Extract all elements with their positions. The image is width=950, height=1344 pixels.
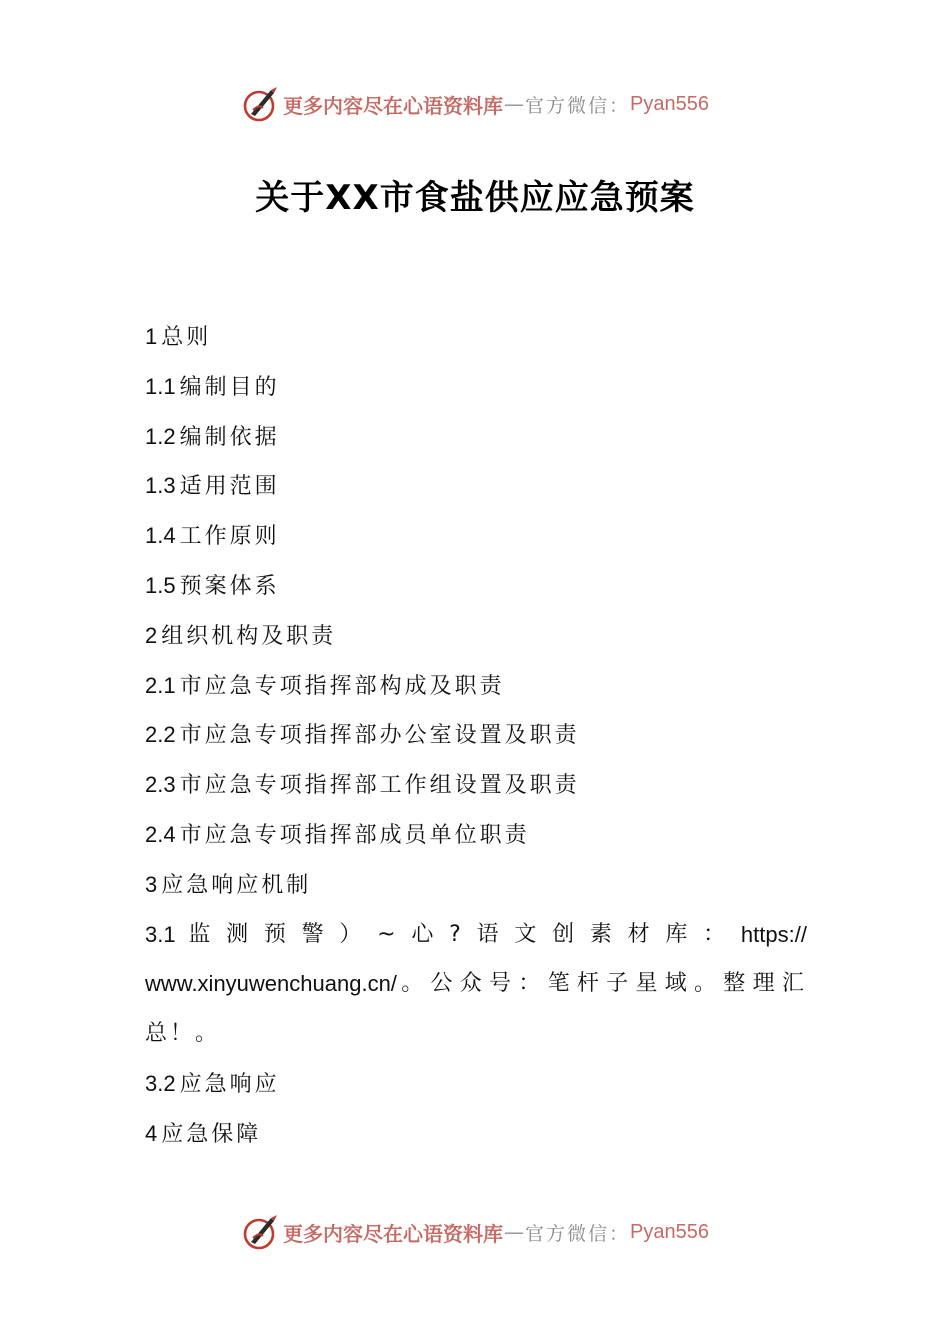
toc-item-label: 市应急专项指挥部成员单位职责 (179, 822, 530, 848)
toc-item (145, 860, 807, 910)
toc-item (145, 1059, 807, 1109)
toc-item-label: 编制依据 (179, 424, 280, 450)
footer-banner (0, 1210, 950, 1254)
website-url-text: www.xinyuwenchuang.cn/ (145, 971, 397, 997)
toc-item-number: 3.1 (145, 921, 176, 947)
toc-item-3-1-paragraph (145, 910, 807, 1059)
paragraph-char: 子 (606, 971, 632, 997)
paragraph-char: 预 (263, 921, 289, 947)
toc-item-number: 1.3 (145, 473, 176, 499)
paragraph-char: 众 (459, 971, 485, 997)
toc-item (145, 362, 807, 412)
paragraph-char: 公 (430, 971, 456, 997)
paragraph-char: 素 (589, 921, 615, 947)
banner-wechat-id: Pyan556 (630, 92, 709, 115)
toc-item (145, 611, 807, 661)
toc-item-number: 1.2 (145, 423, 176, 449)
quill-logo-icon (241, 84, 281, 124)
toc-item (145, 561, 807, 611)
toc-item-number: 2 (145, 622, 158, 648)
paragraph-char: ： (518, 971, 544, 997)
toc-item (145, 511, 807, 561)
paragraph-char: 域 (664, 971, 690, 997)
toc-item (145, 412, 807, 462)
paragraph-char: 号 (489, 971, 515, 997)
toc-item-number: 4 (145, 1120, 158, 1146)
toc-item (145, 1109, 807, 1159)
paragraph-line-2 (145, 959, 807, 1009)
paragraph-char: 汇 (781, 971, 807, 997)
paragraph-tail-text: 总！。 (145, 1021, 221, 1047)
toc-item-label: 预案体系 (179, 573, 280, 599)
toc-item-label: 组织机构及职责 (161, 623, 337, 649)
toc-item (145, 312, 807, 362)
banner-title: 更多内容尽在心语资料库 (283, 93, 503, 118)
toc-item-label: 市应急专项指挥部办公室设置及职责 (179, 723, 580, 749)
paragraph-char: ? (449, 921, 464, 947)
paragraph-char: 整 (723, 971, 749, 997)
toc-item (145, 461, 807, 511)
banner-separator: — (504, 1220, 524, 1244)
document-title: 关于XX市食盐供应应急预案 (255, 178, 695, 218)
table-of-contents (145, 312, 807, 1159)
toc-item-label: 应急响应机制 (161, 872, 312, 898)
toc-item-label: 市应急专项指挥部构成及职责 (179, 673, 505, 699)
paragraph-char: 监 (188, 921, 214, 947)
toc-item-label: 应急保障 (161, 1121, 262, 1147)
paragraph-char: 库 (665, 921, 691, 947)
paragraph-line-1 (145, 910, 807, 960)
header-banner (0, 82, 950, 126)
paragraph-char: ： (703, 921, 729, 947)
toc-item-number: 1.5 (145, 572, 176, 598)
paragraph-char: 理 (752, 971, 778, 997)
banner-wechat-label: 官方微信： (525, 1222, 631, 1245)
paragraph-char: ~ (377, 921, 399, 947)
paragraph-char: 测 (226, 921, 252, 947)
toc-item-label: 工作原则 (179, 524, 280, 550)
paragraph-char: 心 (411, 921, 437, 947)
paragraph-char: 警 (301, 921, 327, 947)
toc-item-label: 适用范围 (179, 474, 280, 500)
toc-item-number: 1.4 (145, 523, 176, 549)
paragraph-char: ） (339, 921, 365, 947)
toc-item (145, 760, 807, 810)
paragraph-char: 语 (476, 921, 502, 947)
quill-logo-icon (241, 1212, 281, 1252)
paragraph-char: 星 (635, 971, 661, 997)
paragraph-char: 。 (694, 971, 720, 997)
toc-item-number: 1 (145, 324, 158, 349)
toc-item-number: 2.3 (145, 772, 176, 798)
paragraph-line-3 (145, 1009, 807, 1059)
toc-item-label: 应急响应 (179, 1071, 280, 1097)
paragraph-char: 创 (552, 921, 578, 947)
toc-item-label: 编制目的 (179, 374, 280, 400)
toc-item-label: 总则 (161, 325, 212, 350)
toc-item-label: 市应急专项指挥部工作组设置及职责 (179, 773, 580, 799)
toc-item (145, 661, 807, 711)
paragraph-char: 笔 (547, 971, 573, 997)
toc-item-number: 3 (145, 871, 158, 897)
banner-wechat-id: Pyan556 (630, 1220, 709, 1243)
toc-item (145, 710, 807, 760)
toc-item-number: 2.4 (145, 821, 176, 847)
paragraph-char: 杆 (576, 971, 602, 997)
paragraph-char: 文 (514, 921, 540, 947)
website-url-prefix: https:// (740, 921, 807, 947)
toc-item (145, 810, 807, 860)
banner-separator: — (504, 92, 524, 116)
toc-item-number: 2.1 (145, 672, 176, 698)
toc-item-number: 2.2 (145, 722, 176, 748)
banner-title: 更多内容尽在心语资料库 (283, 1221, 503, 1246)
toc-item-number: 3.2 (145, 1070, 176, 1096)
paragraph-char: 。 (401, 971, 427, 997)
paragraph-char: 材 (627, 921, 653, 947)
toc-item-number: 1.1 (145, 373, 176, 399)
banner-wechat-label: 官方微信： (525, 94, 631, 117)
